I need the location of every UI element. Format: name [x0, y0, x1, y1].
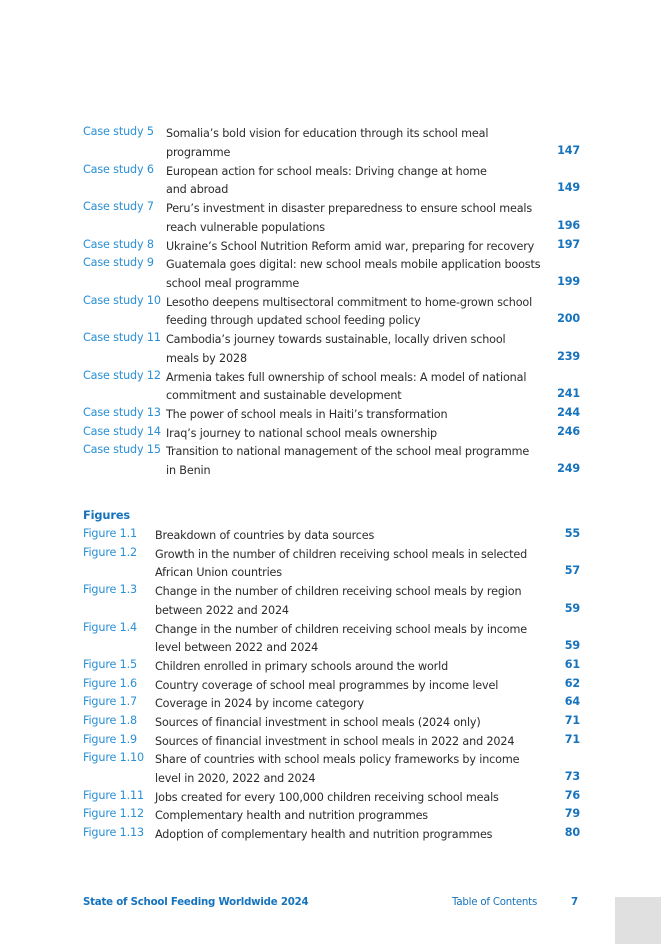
entry-title-line: Guatemala goes digital: new school meals mobile application boosts: [166, 258, 541, 271]
toc-entry-case-study-11[interactable]: [83, 331, 580, 368]
entry-title-line: Change in the number of children receiving school meals by region: [155, 585, 522, 598]
entry-page-number: 249: [557, 461, 580, 475]
entry-title-line: Breakdown of countries by data sources: [155, 529, 375, 542]
entry-title-line: Children enrolled in primary schools around the world: [155, 660, 449, 673]
entry-title-line: African Union countries: [155, 566, 282, 580]
entry-title-line: between 2022 and 2024: [155, 603, 289, 617]
entry-title-line: Sources of financial investment in school meals in 2022 and 2024: [155, 734, 515, 748]
entry-label: Case study 6: [83, 162, 154, 176]
corner-grey-block: [615, 897, 661, 944]
entry-title-line: Somalia’s bold vision for education through its school meal: [166, 127, 489, 140]
entry-title-line: level between 2022 and 2024: [155, 641, 319, 655]
entry-title-line: Sources of financial investment in school meals (2024 only): [155, 716, 481, 729]
entry-label: Case study 14: [83, 424, 161, 438]
figures-heading: Figures: [83, 508, 131, 522]
entry-label: Figure 1.5: [83, 658, 138, 671]
toc-entry-figure-1-10[interactable]: [83, 751, 580, 788]
entry-page-number: 59: [564, 639, 580, 653]
entry-page-number: 197: [557, 237, 580, 251]
toc-entry-figure-1-9[interactable]: [83, 733, 580, 751]
footer-report-title: State of School Feeding Worldwide 2024: [83, 897, 309, 908]
footer-section-link[interactable]: Table of Contents: [452, 897, 538, 908]
entry-title-line: commitment and sustainable development: [166, 389, 402, 403]
toc-entry-case-study-6[interactable]: [83, 163, 580, 200]
entry-page-number: 64: [564, 695, 580, 708]
entry-page-number: 244: [557, 406, 580, 419]
entry-title-line: in Benin: [166, 463, 211, 477]
toc-entry-figure-1-1[interactable]: [83, 527, 580, 545]
footer-page-number: 7: [571, 897, 579, 908]
toc-entry-case-study-9[interactable]: [83, 256, 580, 293]
entry-title-line: Lesotho deepens multisectoral commitment to home-grown school: [166, 295, 533, 309]
entry-title-line: European action for school meals: Driving change at home: [166, 164, 487, 178]
entry-page-number: 200: [557, 312, 580, 326]
toc-entry-figure-1-5[interactable]: [83, 658, 580, 676]
entry-title-line: Coverage in 2024 by income category: [155, 697, 364, 710]
entry-page-number: 149: [557, 181, 580, 195]
entry-page-number: 196: [557, 218, 580, 232]
entry-label: Figure 1.6: [83, 676, 138, 690]
toc-entry-figure-1-3[interactable]: [83, 583, 580, 620]
entry-title-line: Country coverage of school meal programmes by income level: [155, 678, 499, 692]
toc-entry-case-study-15[interactable]: [83, 443, 580, 480]
entry-page-number: 73: [564, 769, 580, 783]
entry-title-line: programme: [166, 145, 231, 159]
entry-title-line: meals by 2028: [166, 351, 247, 365]
entry-title-line: Armenia takes full ownership of school meals: A model of national: [166, 370, 527, 384]
entry-page-number: 59: [564, 601, 580, 615]
entry-title-line: feeding through updated school feeding policy: [166, 314, 421, 328]
toc-entry-case-study-5[interactable]: [83, 125, 580, 162]
entry-page-number: 246: [557, 424, 580, 438]
toc-entry-figure-1-11[interactable]: [83, 789, 580, 807]
entry-page-number: 71: [564, 714, 580, 727]
entry-label: Figure 1.11: [83, 788, 144, 802]
entry-label: Figure 1.3: [83, 583, 138, 596]
entry-page-number: 76: [564, 788, 580, 802]
entry-page-number: 147: [557, 143, 580, 157]
entry-label: Case study 13: [83, 406, 161, 419]
toc-entry-case-study-13[interactable]: [83, 406, 580, 424]
entry-label: Figure 1.4: [83, 620, 138, 634]
entry-title-line: Peru’s investment in disaster preparedness to ensure school meals: [166, 202, 533, 215]
entry-title-line: Change in the number of children receiving school meals by income: [155, 622, 527, 636]
entry-page-number: 55: [564, 527, 580, 540]
entry-page-number: 241: [557, 387, 580, 401]
entry-title-line: Complementary health and nutrition programmes: [155, 809, 428, 822]
entry-page-number: 199: [557, 274, 580, 288]
toc-entry-figure-1-6[interactable]: [83, 677, 580, 695]
toc-entry-figure-1-2[interactable]: [83, 546, 580, 583]
entry-label: Figure 1.8: [83, 714, 138, 727]
entry-title-line: Ukraine’s School Nutrition Reform amid war, preparing for recovery: [166, 239, 535, 253]
entry-title-line: Growth in the number of children receiving school meals in selected: [155, 547, 528, 561]
entry-label: Figure 1.2: [83, 545, 138, 559]
toc-entry-case-study-10[interactable]: [83, 294, 580, 331]
toc-entry-case-study-14[interactable]: [83, 425, 580, 443]
entry-label: Case study 12: [83, 368, 161, 382]
entry-title-line: Transition to national management of the school meal programme: [166, 445, 530, 458]
entry-page-number: 79: [564, 807, 580, 820]
entry-label: Case study 9: [83, 256, 154, 269]
entry-page-number: 62: [564, 676, 580, 690]
entry-label: Figure 1.13: [83, 825, 144, 839]
entry-title-line: Cambodia’s journey towards sustainable, locally driven school: [166, 333, 506, 346]
entry-label: Case study 7: [83, 200, 154, 213]
toc-entry-figure-1-4[interactable]: [83, 621, 580, 658]
entry-page-number: 239: [557, 349, 580, 363]
entry-label: Figure 1.10: [83, 751, 144, 764]
entry-label: Figure 1.7: [83, 695, 138, 708]
entry-label: Case study 5: [83, 125, 154, 138]
entry-title-line: school meal programme: [166, 276, 300, 290]
entry-label: Figure 1.9: [83, 732, 138, 746]
entry-label: Case study 15: [83, 443, 161, 456]
toc-entry-case-study-12[interactable]: [83, 369, 580, 406]
toc-entry-figure-1-7[interactable]: [83, 695, 580, 713]
entry-label: Case study 11: [83, 331, 161, 344]
toc-entry-figure-1-13[interactable]: [83, 826, 580, 844]
entry-title-line: and abroad: [166, 183, 229, 197]
toc-entry-case-study-8[interactable]: [83, 238, 580, 256]
entry-page-number: 61: [564, 658, 580, 671]
entry-page-number: 71: [564, 732, 580, 746]
entry-title-line: Share of countries with school meals policy frameworks by income: [155, 753, 520, 766]
entry-title-line: Iraq’s journey to national school meals ownership: [166, 426, 437, 440]
entry-label: Case study 8: [83, 237, 154, 251]
entry-label: Figure 1.1: [83, 527, 138, 540]
toc-entry-figure-1-8[interactable]: [83, 714, 580, 732]
entry-title-line: The power of school meals in Haiti’s transformation: [166, 408, 448, 421]
entry-title-line: Jobs created for every 100,000 children receiving school meals: [155, 790, 499, 804]
entry-title-line: level in 2020, 2022 and 2024: [155, 771, 316, 785]
entry-label: Case study 10: [83, 293, 161, 307]
toc-entry-case-study-7[interactable]: [83, 200, 580, 237]
entry-title-line: reach vulnerable populations: [166, 220, 325, 234]
toc-entry-figure-1-12[interactable]: [83, 807, 580, 825]
entry-title-line: Adoption of complementary health and nutrition programmes: [155, 827, 493, 841]
entry-page-number: 57: [564, 564, 580, 578]
entry-label: Figure 1.12: [83, 807, 144, 820]
entry-page-number: 80: [564, 825, 580, 839]
